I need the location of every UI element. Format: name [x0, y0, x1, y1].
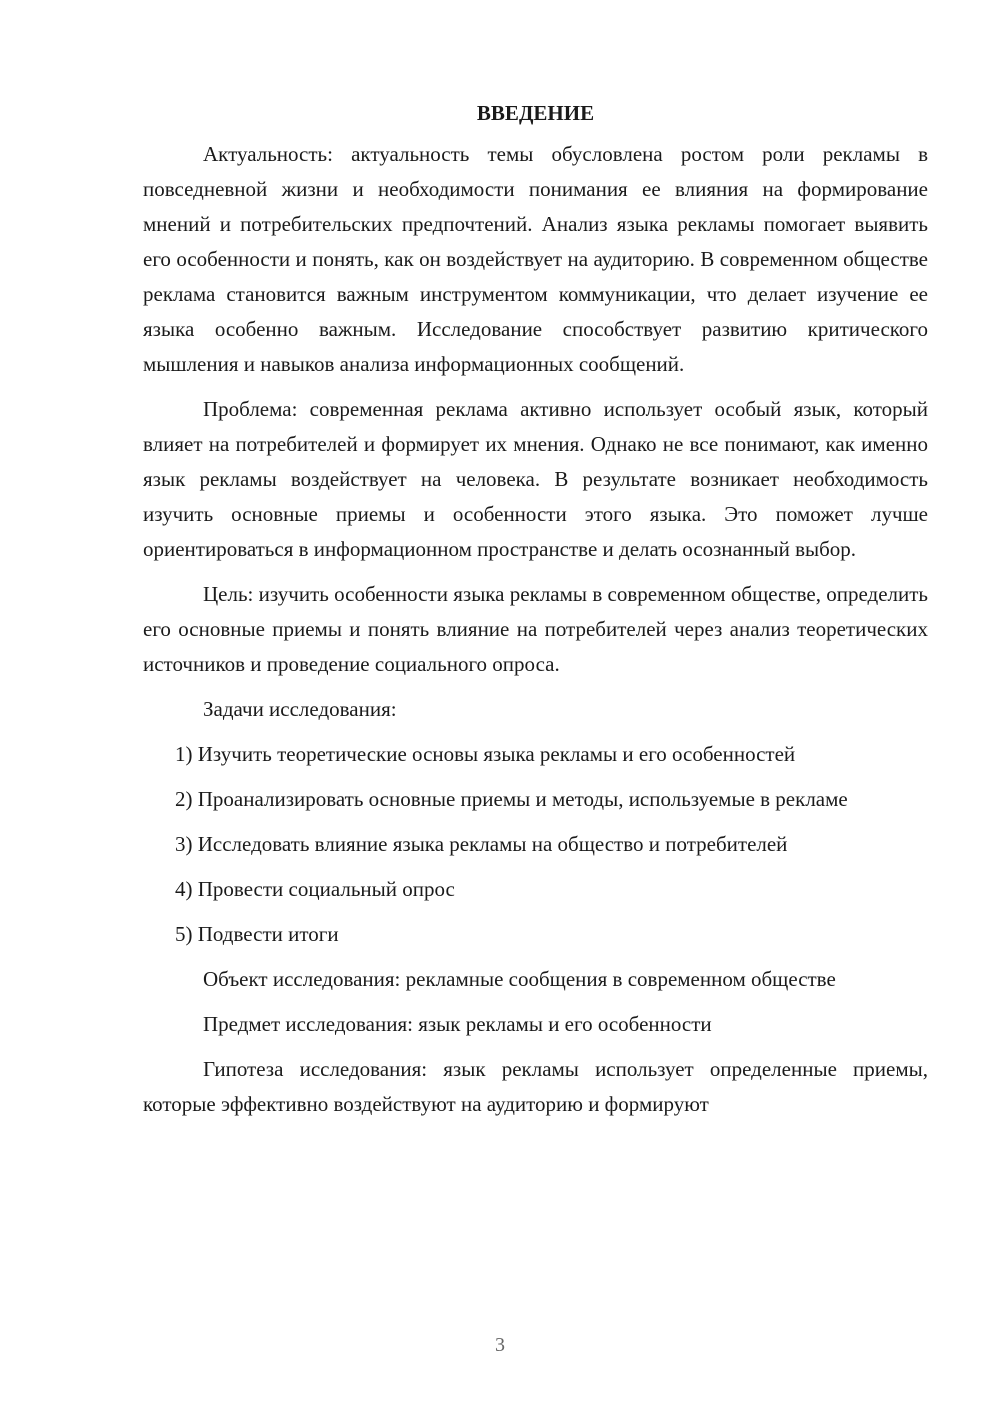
paragraph-object: Объект исследования: рекламные сообщения в современном обществе [203, 967, 836, 991]
paragraph-goal: Цель: изучить особенности языка рекламы в современном обществе, определить его основные приемы и понять влияние на потребителей через анализ теоретических источников и проведение социального опроса. [143, 582, 928, 676]
paragraph-hypothesis: Гипотеза исследования: язык рекламы использует определенные приемы, которые эффективно воздействуют на аудиторию и формируют [143, 1057, 928, 1116]
task-item-4: 4) Провести социальный опрос [175, 877, 455, 901]
task-item-1: 1) Изучить теоретические основы языка рекламы и его особенностей [175, 742, 796, 766]
paragraph-relevance: Актуальность: актуальность темы обусловлена ростом роли рекламы в повседневной жизни и необходимости понимания ее влияния на формирование мнений и потребительских предпочтений. Анализ языка рекламы помогает выявить его особенности и понять, как он воздействует на аудиторию. В современном обществе реклама становится важным инструментом коммуникации, что делает изучение ее языка особенно важным. Исследование способствует развитию критического мышления и навыков анализа информационных сообщений. [143, 142, 928, 376]
paragraph-problem: Проблема: современная реклама активно использует особый язык, который влияет на потребителей и формирует их мнения. Однако не все понимают, как именно язык рекламы воздействует на человека. В результате возникает необходимость изучить основные приемы и особенности этого языка. Это поможет лучше ориентироваться в информационном пространстве и делать осознанный выбор. [143, 397, 928, 561]
page-number: 3 [495, 1334, 505, 1356]
section-title: ВВЕДЕНИЕ [476, 101, 595, 125]
tasks-heading: Задачи исследования: [203, 697, 397, 721]
task-item-3: 3) Исследовать влияние языка рекламы на общество и потребителей [175, 832, 788, 856]
document-page [143, 96, 928, 1132]
paragraph-subject: Предмет исследования: язык рекламы и его особенности [203, 1012, 712, 1036]
task-item-5: 5) Подвести итоги [175, 922, 339, 946]
task-item-2: 2) Проанализировать основные приемы и методы, используемые в рекламе [175, 787, 848, 811]
